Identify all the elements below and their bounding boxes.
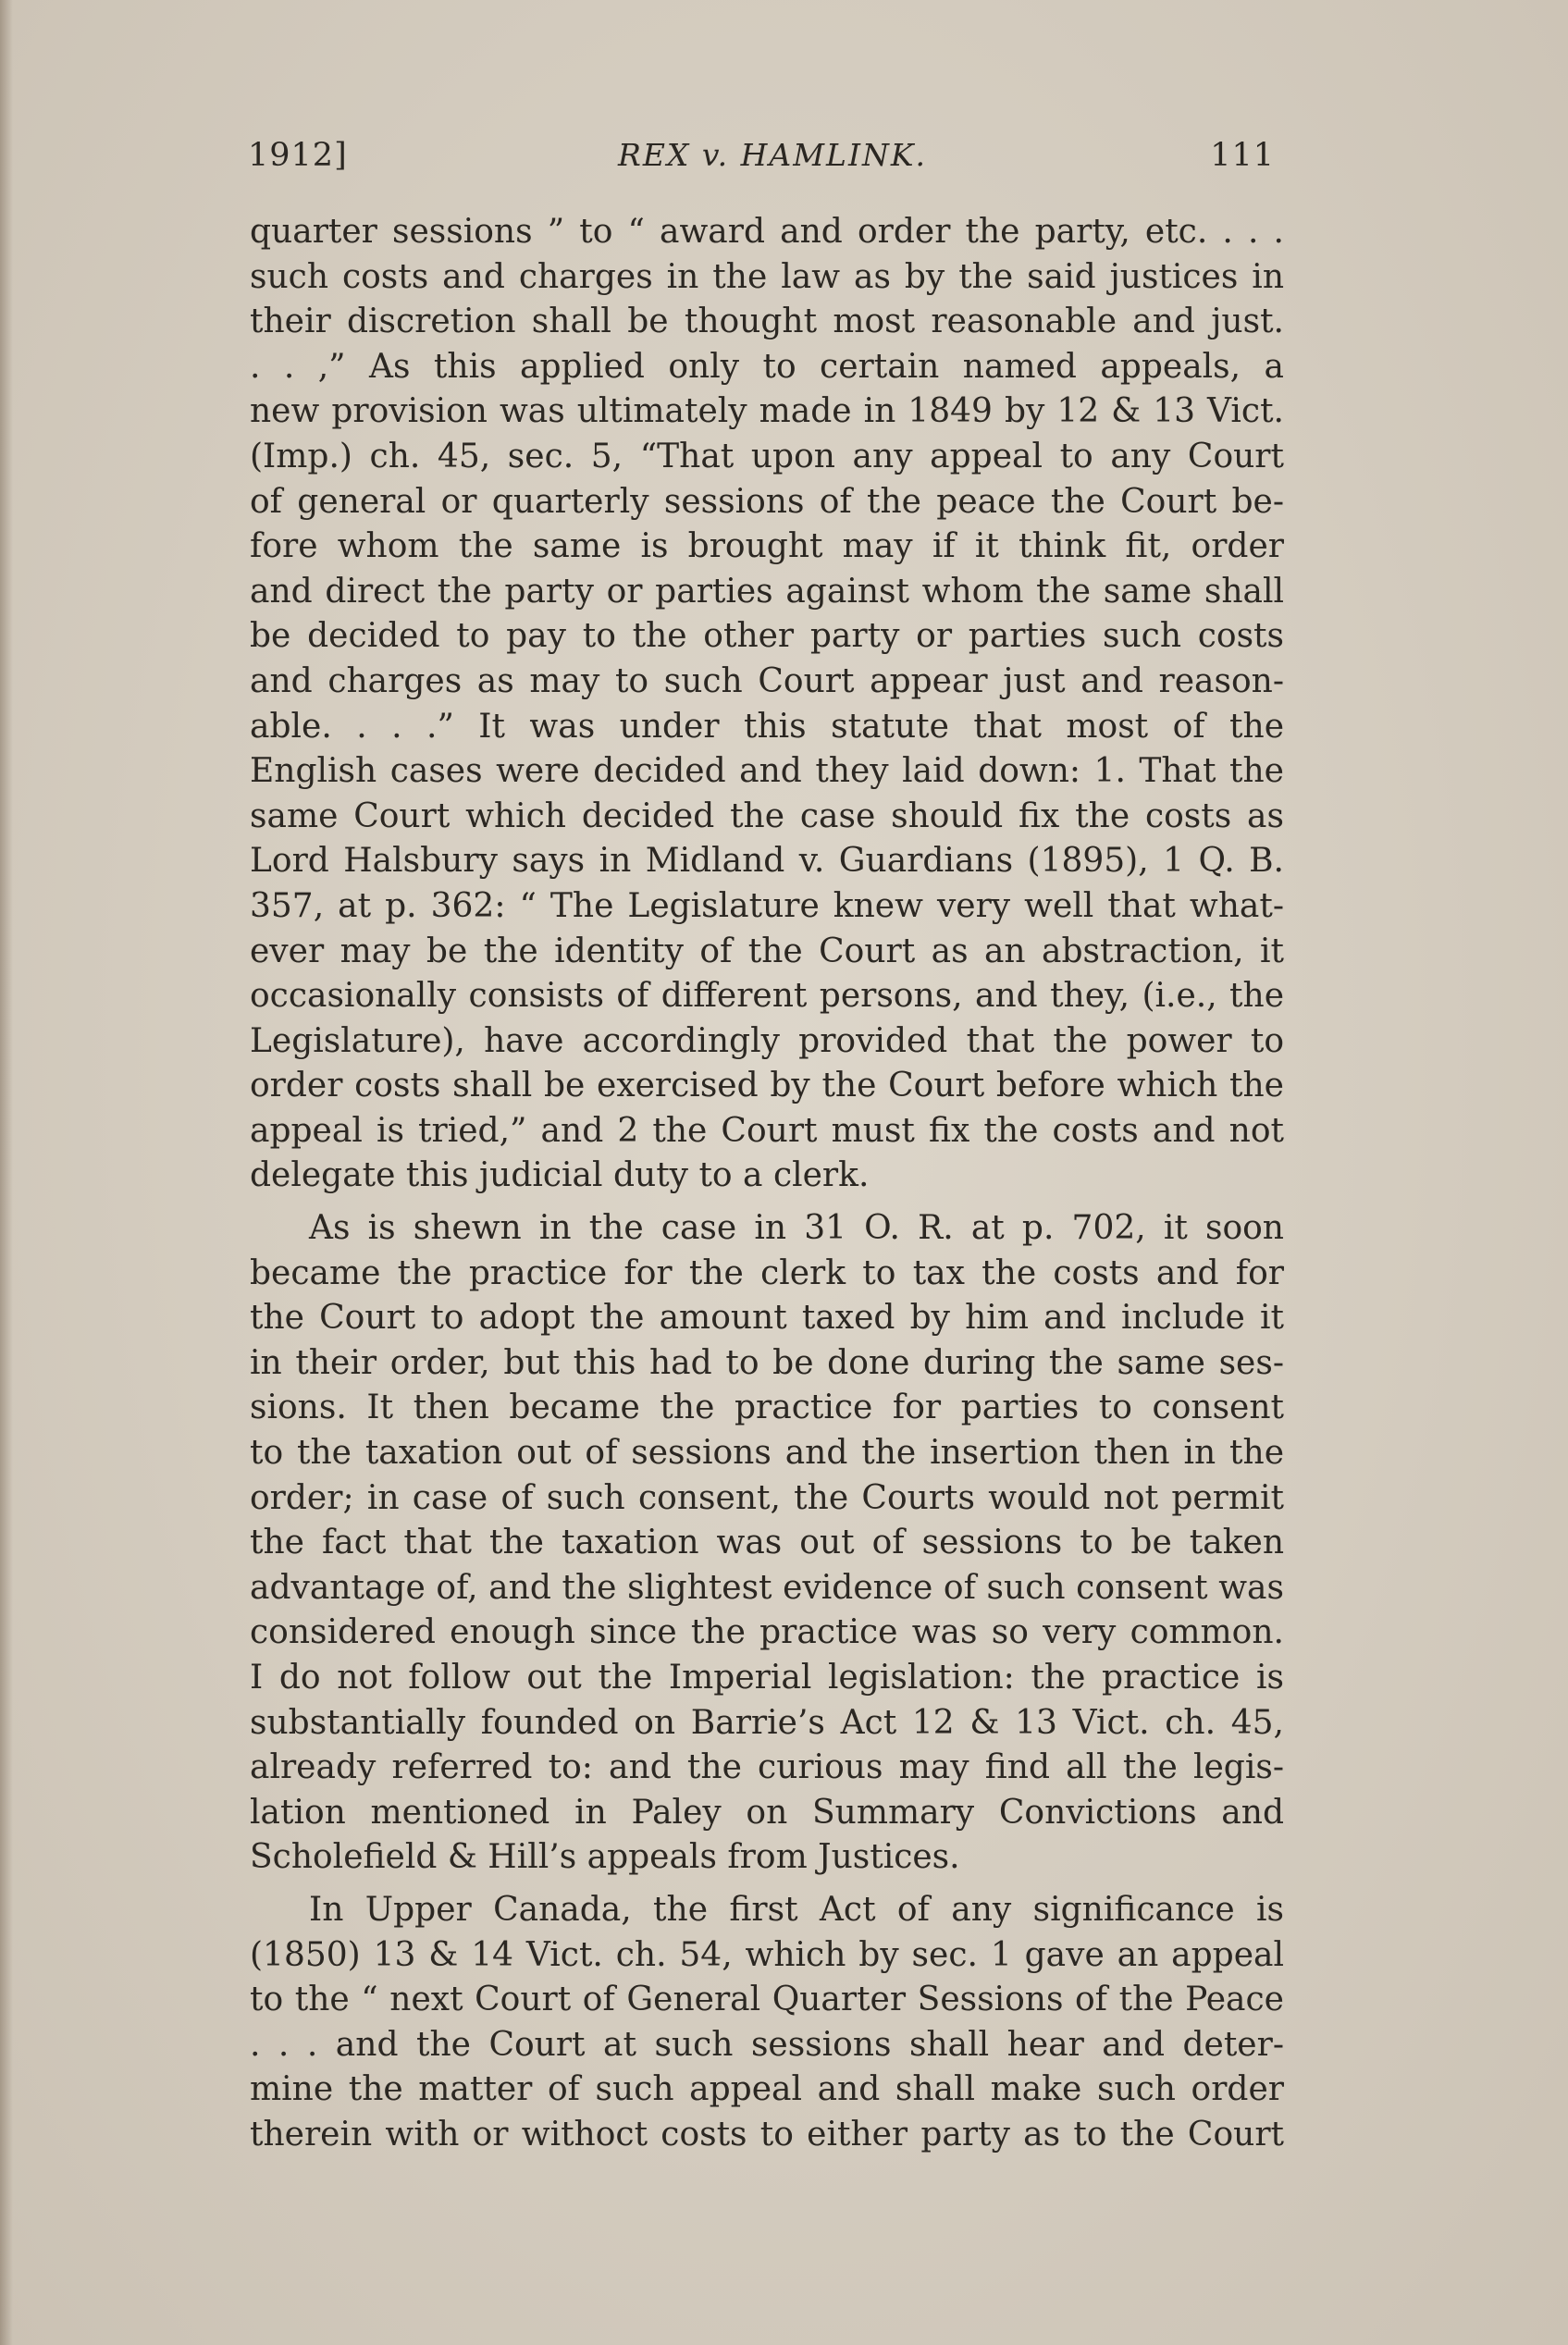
paragraph-gap [250, 1199, 1284, 1206]
header-case-title: REX v. HAMLINK. [618, 137, 927, 173]
text-line: considered enough since the practice was so very common. [250, 1613, 1284, 1652]
text-line: 357, at p. 362: “ The Legislature knew very well that what- [250, 886, 1284, 925]
text-line: (Imp.) ch. 45, sec. 5, “That upon any appeal to any Court [250, 437, 1284, 475]
text-line: the Court to adopt the amount taxed by him and include it [250, 1299, 1284, 1338]
text-line: and direct the party or parties against whom the same shall [250, 572, 1284, 611]
text-line: delegate this judicial duty to a clerk. [250, 1156, 870, 1195]
text-line: substantially founded on Barrie’s Act 12 & 13 Vict. ch. 45, [250, 1703, 1284, 1742]
text-line: I do not follow out the Imperial legislation: the practice is [250, 1659, 1284, 1697]
text-line: . . . and the Court at such sessions shall hear and deter- [250, 2025, 1284, 2064]
text-line: the fact that the taxation was out of sessions to be taken [250, 1524, 1284, 1562]
page-number: 111 [1210, 137, 1275, 174]
text-line: Lord Halsbury says in Midland v. Guardians (1895), 1 Q. B. [250, 842, 1284, 881]
paragraph-1 [250, 210, 1284, 1199]
text-line: order costs shall be exercised by the Court before which the [250, 1067, 1284, 1105]
text-line: In Upper Canada, the first Act of any significance is [309, 1890, 1284, 1929]
text-line: lation mentioned in Paley on Summary Convictions and [250, 1793, 1284, 1832]
text-line: advantage of, and the slightest evidence of such consent was [250, 1568, 1284, 1607]
header-year: 1912] [248, 137, 348, 174]
text-line: became the practice for the clerk to tax the costs and for [250, 1253, 1284, 1292]
text-line: Legislature), have accordingly provided that the power to [250, 1021, 1284, 1060]
paragraph-2 [250, 1206, 1284, 1881]
text-line: therein with or withoct costs to either party as to the Court [250, 2115, 1284, 2154]
text-line: to the “ next Court of General Quarter Sessions of the Peace [250, 1981, 1284, 2019]
text-line: appeal is tried,” and 2 the Court must fix the costs and not [250, 1111, 1284, 1150]
text-line: (1850) 13 & 14 Vict. ch. 54, which by sec. 1 gave an appeal [250, 1935, 1284, 1974]
paragraph-gap [250, 1881, 1284, 1888]
text-line: new provision was ultimately made in 1849 by 12 & 13 Vict. [250, 392, 1284, 431]
text-line: sions. It then became the practice for parties to consent [250, 1388, 1284, 1427]
text-line: quarter sessions ” to “ award and order the party, etc. . . . [250, 213, 1284, 251]
text-line: to the taxation out of sessions and the insertion then in the [250, 1434, 1284, 1473]
page-edge-shadow [0, 0, 13, 2345]
text-line: be decided to pay to the other party or parties such costs [250, 617, 1284, 656]
text-line: English cases were decided and they laid down: 1. That the [250, 752, 1284, 791]
text-line: Scholefield & Hill’s appeals from Justices. [250, 1838, 960, 1877]
text-line: of general or quarterly sessions of the peace the Court be- [250, 482, 1284, 521]
text-line: already referred to: and the curious may find all the legis- [250, 1748, 1284, 1787]
text-line: ever may be the identity of the Court as an abstraction, it [250, 932, 1284, 970]
text-line: order; in case of such consent, the Courts would not permit [250, 1478, 1284, 1517]
text-line: their discretion shall be thought most reasonable and just. [250, 302, 1284, 341]
text-line: As is shewn in the case in 31 O. R. at p. 702, it soon [309, 1209, 1284, 1248]
text-line: fore whom the same is brought may if it think fit, order [250, 527, 1284, 566]
paragraph-3 [250, 1888, 1284, 2158]
text-line: . . ,” As this applied only to certain named appeals, a [250, 347, 1284, 386]
text-line: mine the matter of such appeal and shall make such order [250, 2070, 1284, 2109]
text-line: occasionally consists of different persons, and they, (i.e., the [250, 977, 1284, 1016]
text-line: and charges as may to such Court appear just and reason- [250, 661, 1284, 700]
body-text [250, 210, 1284, 2158]
running-header [248, 137, 1275, 192]
text-line: such costs and charges in the law as by the said justices in [250, 257, 1284, 296]
text-line: same Court which decided the case should fix the costs as [250, 796, 1284, 835]
text-line: in their order, but this had to be done during the same ses- [250, 1343, 1284, 1382]
text-line: able. . . .” It was under this statute that most of the [250, 707, 1284, 746]
